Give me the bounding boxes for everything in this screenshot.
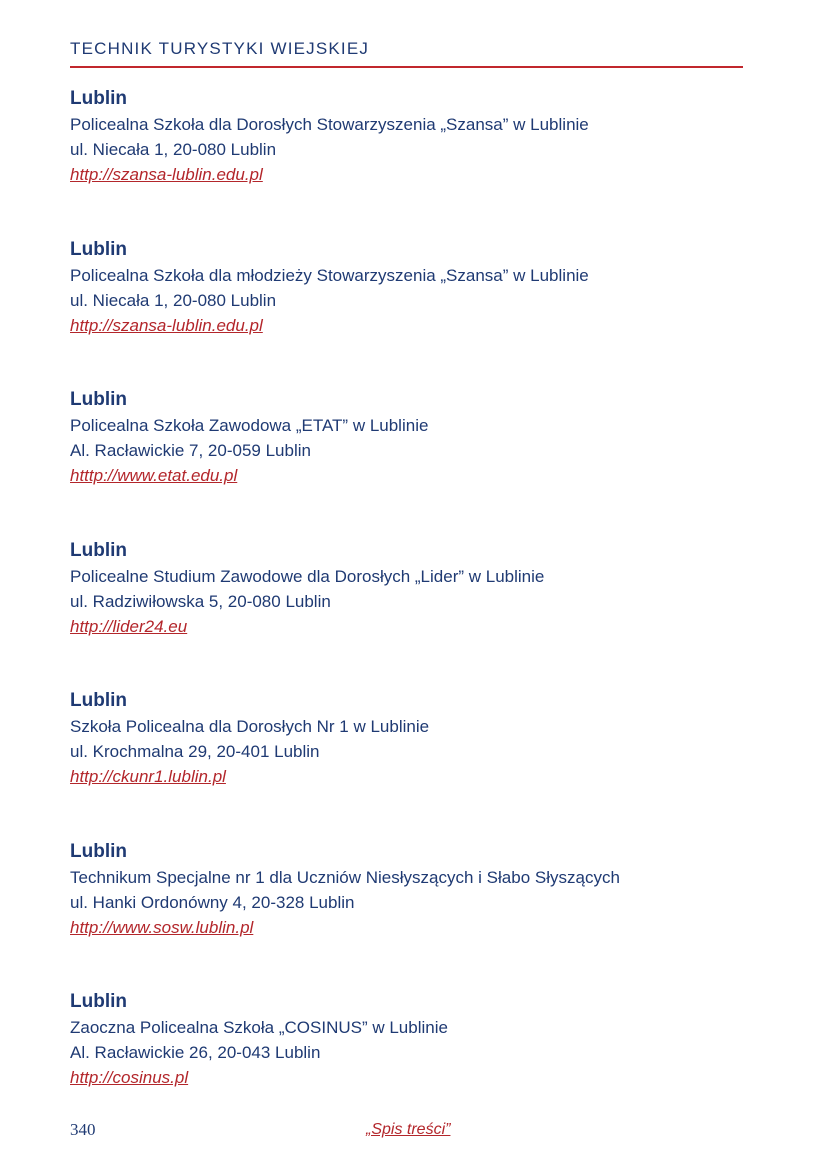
entry-address: Al. Racławickie 26, 20-043 Lublin (70, 1043, 321, 1062)
page-number: 340 (70, 1120, 96, 1139)
header-title: TECHNIK TURYSTYKI WIEJSKIEJ (70, 39, 370, 58)
table-of-contents-link[interactable]: „Spis treści” (366, 1121, 451, 1138)
school-entry (70, 989, 770, 1140)
entry-website-link[interactable]: http://szansa-lublin.edu.pl (70, 315, 263, 335)
entry-city: Lublin (70, 991, 127, 1012)
entry-website-link[interactable]: http://cosinus.pl (70, 1068, 189, 1087)
school-list (70, 86, 770, 1140)
entry-city: Lublin (70, 389, 127, 410)
entry-address: ul. Radziwiłowska 5, 20-080 Lublin (70, 591, 331, 611)
entry-website-link[interactable]: http://szansa-lublin.edu.pl (70, 165, 263, 184)
school-entry (70, 538, 770, 689)
school-entry (70, 688, 770, 839)
entry-website-link[interactable]: http://lider24.eu (70, 616, 188, 636)
entry-city: Lublin (70, 690, 127, 711)
school-entry (70, 387, 770, 538)
entry-city: Lublin (70, 539, 127, 561)
entry-school-name: Policealna Szkoła dla Dorosłych Stowarzyszenia „Szansa” w Lublinie (70, 115, 589, 134)
entry-website-link[interactable]: http://www.sosw.lublin.pl (70, 917, 254, 937)
entry-city: Lublin (70, 88, 127, 109)
entry-address: ul. Niecała 1, 20-080 Lublin (70, 290, 277, 310)
entry-website-link[interactable]: htttp://www.etat.edu.pl (70, 466, 238, 485)
page-header (70, 38, 743, 68)
entry-city: Lublin (70, 840, 127, 862)
page-footer (70, 1118, 743, 1142)
school-entry (70, 237, 770, 388)
entry-school-name: Zaoczna Policealna Szkoła „COSINUS” w Lublinie (70, 1018, 448, 1037)
entry-website-link[interactable]: http://ckunr1.lublin.pl (70, 767, 226, 786)
entry-address: ul. Krochmalna 29, 20-401 Lublin (70, 742, 320, 761)
school-entry (70, 86, 770, 237)
entry-school-name: Policealna Szkoła dla młodzieży Stowarzyszenia „Szansa” w Lublinie (70, 265, 589, 285)
entry-city: Lublin (70, 238, 127, 260)
entry-school-name: Policealne Studium Zawodowe dla Dorosłych „Lider” w Lublinie (70, 566, 545, 586)
entry-address: Al. Racławickie 7, 20-059 Lublin (70, 441, 311, 460)
entry-address: ul. Hanki Ordonówny 4, 20-328 Lublin (70, 892, 355, 912)
entry-school-name: Policealna Szkoła Zawodowa „ETAT” w Lublinie (70, 416, 429, 435)
entry-school-name: Szkoła Policealna dla Dorosłych Nr 1 w Lublinie (70, 717, 430, 736)
school-entry (70, 839, 770, 990)
entry-address: ul. Niecała 1, 20-080 Lublin (70, 140, 277, 159)
entry-school-name: Technikum Specjalne nr 1 dla Uczniów Niesłyszących i Słabo Słyszących (70, 867, 620, 887)
